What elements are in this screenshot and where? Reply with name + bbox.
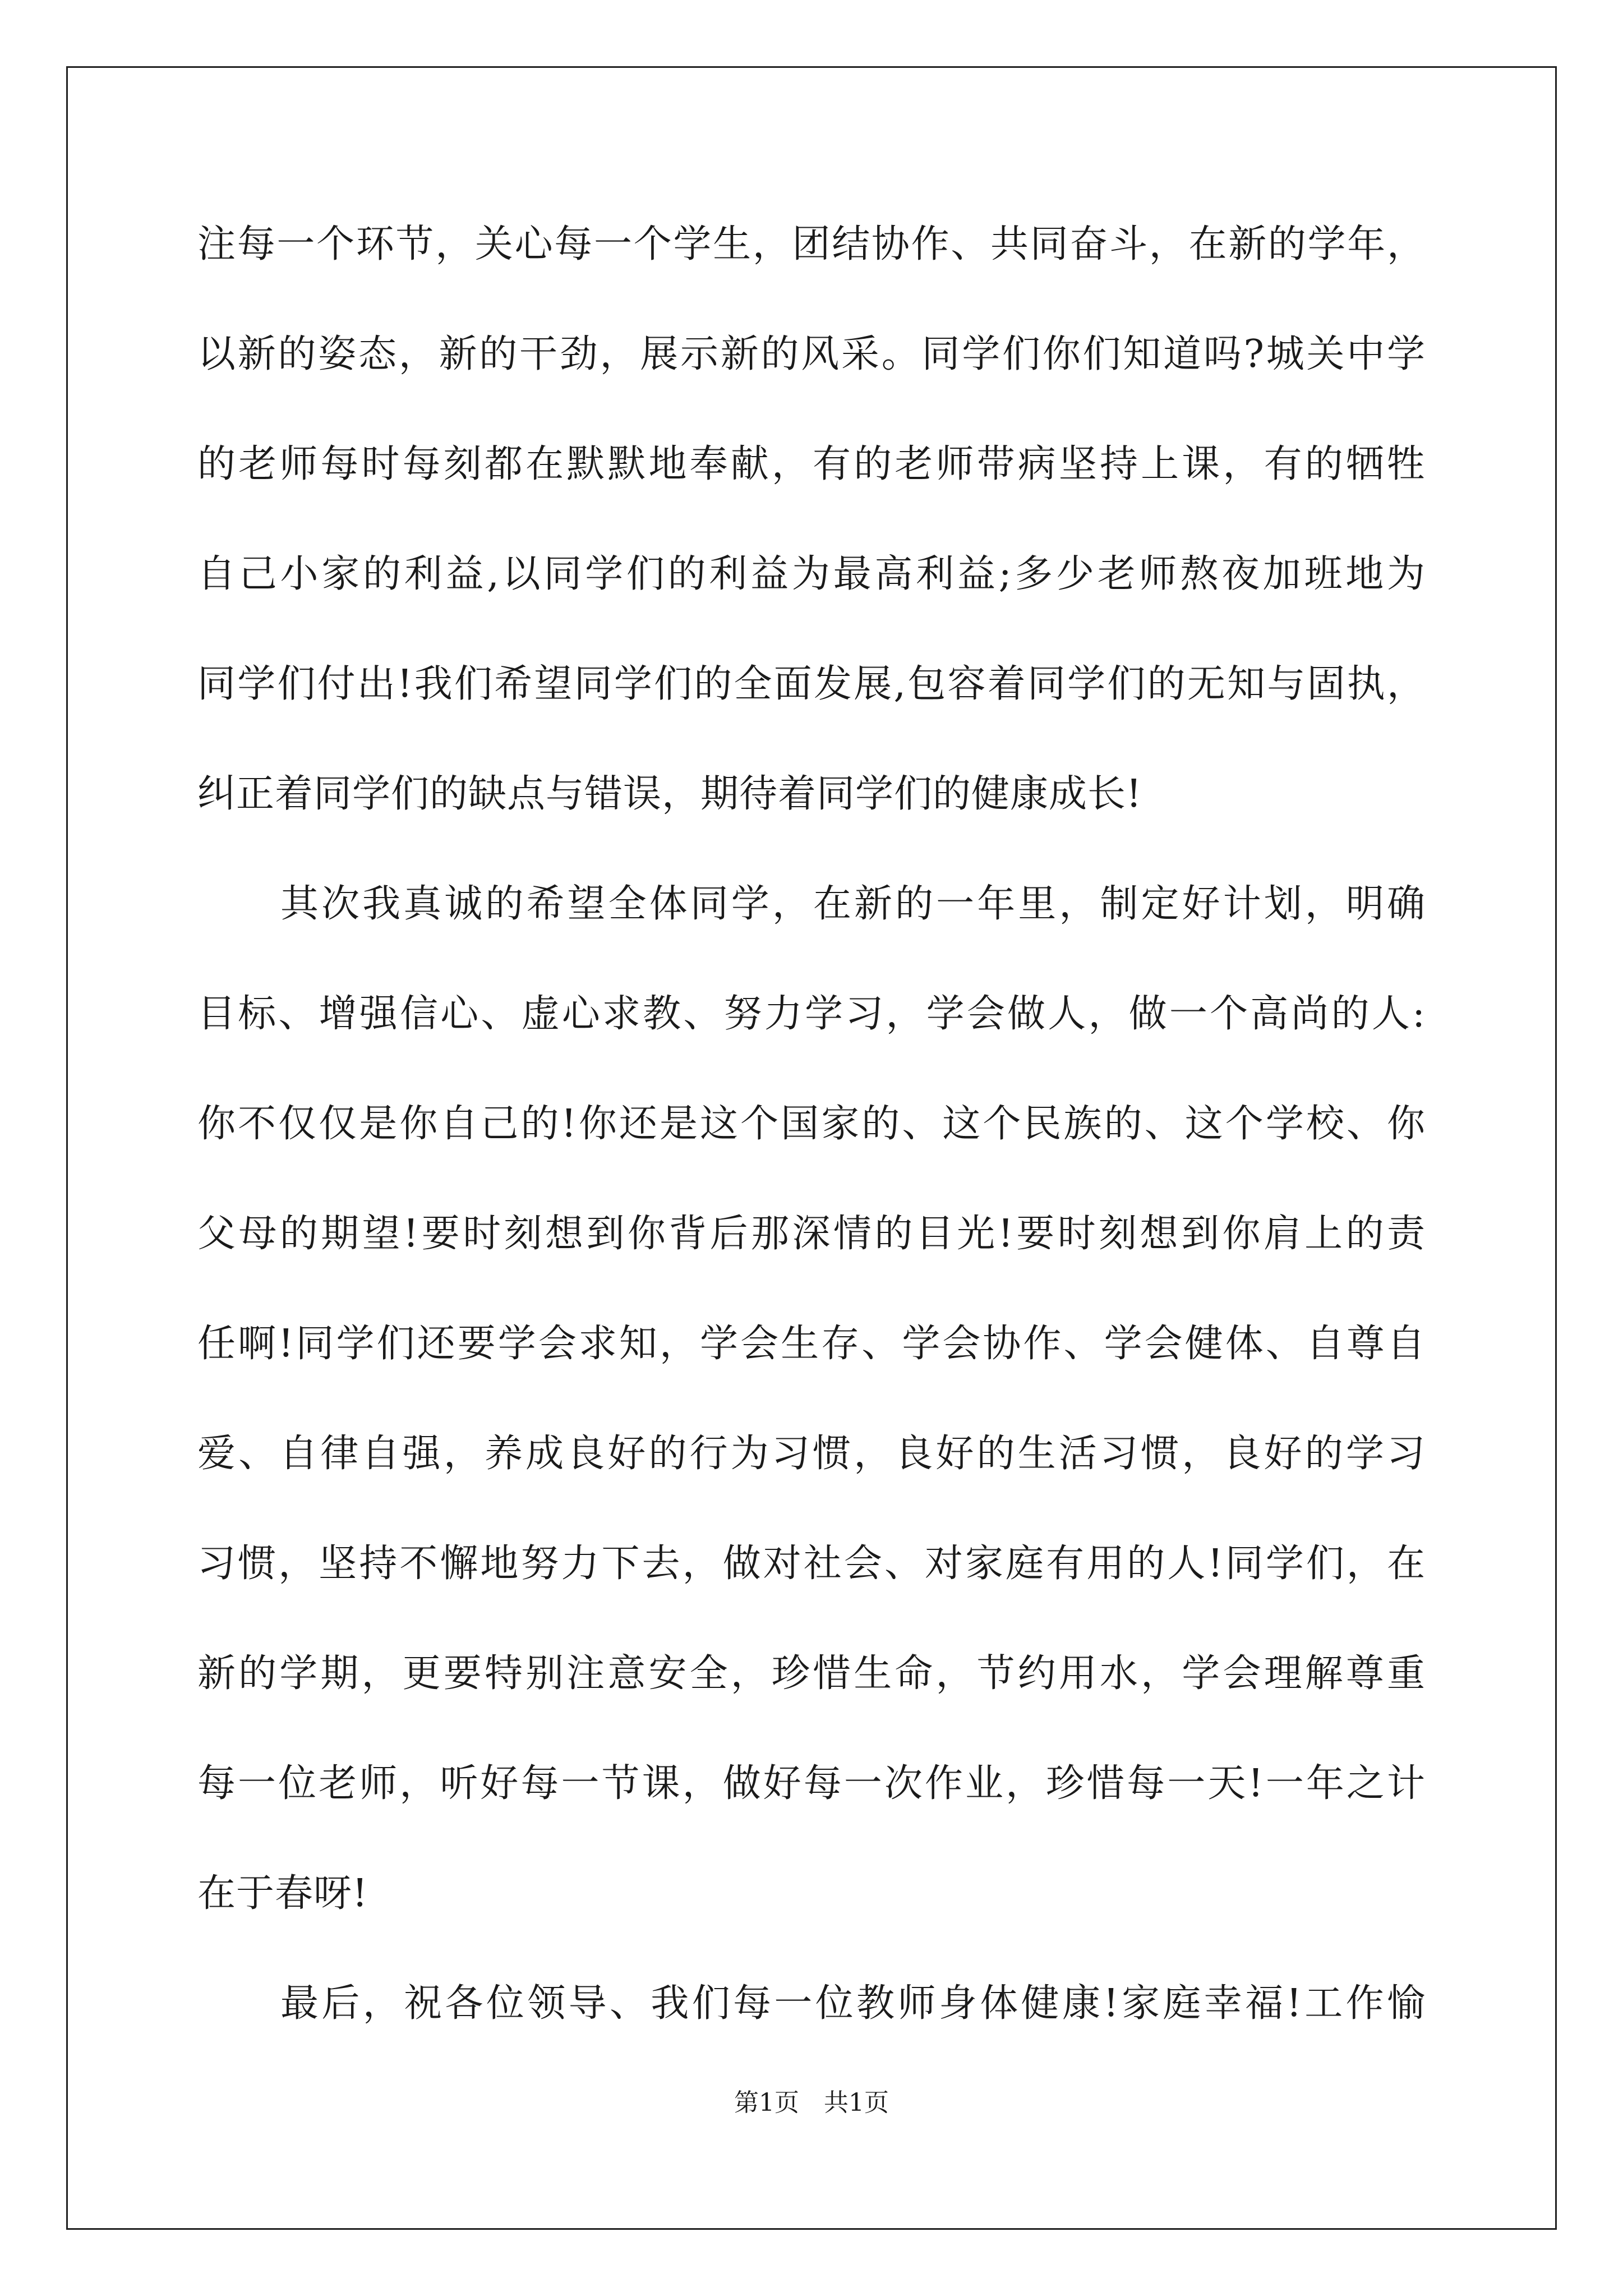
document-body (197, 190, 1426, 2059)
text-line: 爱、自律自强，养成良好的行为习惯，良好的生活习惯，良好的学习 (197, 1432, 1426, 1476)
text-line: 习惯，坚持不懈地努力下去，做对社会、对家庭有用的人!同学们，在 (197, 1542, 1426, 1586)
text-line: 最后，祝各位领导、我们每一位教师身体健康!家庭幸福!工作愉 (280, 1981, 1426, 2026)
paragraph-1 (197, 190, 1426, 849)
text-line: 新的学期，更要特别注意安全，珍惜生命，节约用水，学会理解尊重 (197, 1651, 1426, 1696)
paragraph-2 (197, 849, 1426, 1949)
text-line: 目标、增强信心、虚心求教、努力学习，学会做人，做一个高尚的人: (197, 992, 1426, 1036)
text-line: 同学们付出!我们希望同学们的全面发展,包容着同学们的无知与固执， (197, 662, 1426, 706)
text-line: 自己小家的利益,以同学们的利益为最高利益;多少老师熬夜加班地为 (197, 552, 1426, 596)
page-number-footer: 第1页 共1页 (734, 2088, 889, 2117)
paragraph-3 (197, 1949, 1426, 2059)
text-line: 你不仅仅是你自己的!你还是这个国家的、这个民族的、这个学校、你 (197, 1102, 1426, 1146)
text-line: 任啊!同学们还要学会求知，学会生存、学会协作、学会健体、自尊自 (197, 1322, 1426, 1366)
text-line: 父母的期望!要时刻想到你背后那深情的目光!要时刻想到你肩上的责 (197, 1212, 1426, 1256)
text-line: 注每一个环节，关心每一个学生，团结协作、共同奋斗，在新的学年， (197, 222, 1426, 266)
text-line: 以新的姿态，新的干劲，展示新的风采。同学们你们知道吗?城关中学 (197, 332, 1426, 376)
text-line: 每一位老师，听好每一节课，做好每一次作业，珍惜每一天!一年之计 (197, 1761, 1426, 1806)
text-line: 其次我真诚的希望全体同学，在新的一年里，制定好计划，明确 (280, 882, 1426, 926)
text-line: 纠正着同学们的缺点与错误，期待着同学们的健康成长! (197, 772, 1142, 816)
text-line: 在于春呀! (197, 1871, 368, 1916)
text-line: 的老师每时每刻都在默默地奉献，有的老师带病坚持上课，有的牺牲 (197, 442, 1426, 486)
